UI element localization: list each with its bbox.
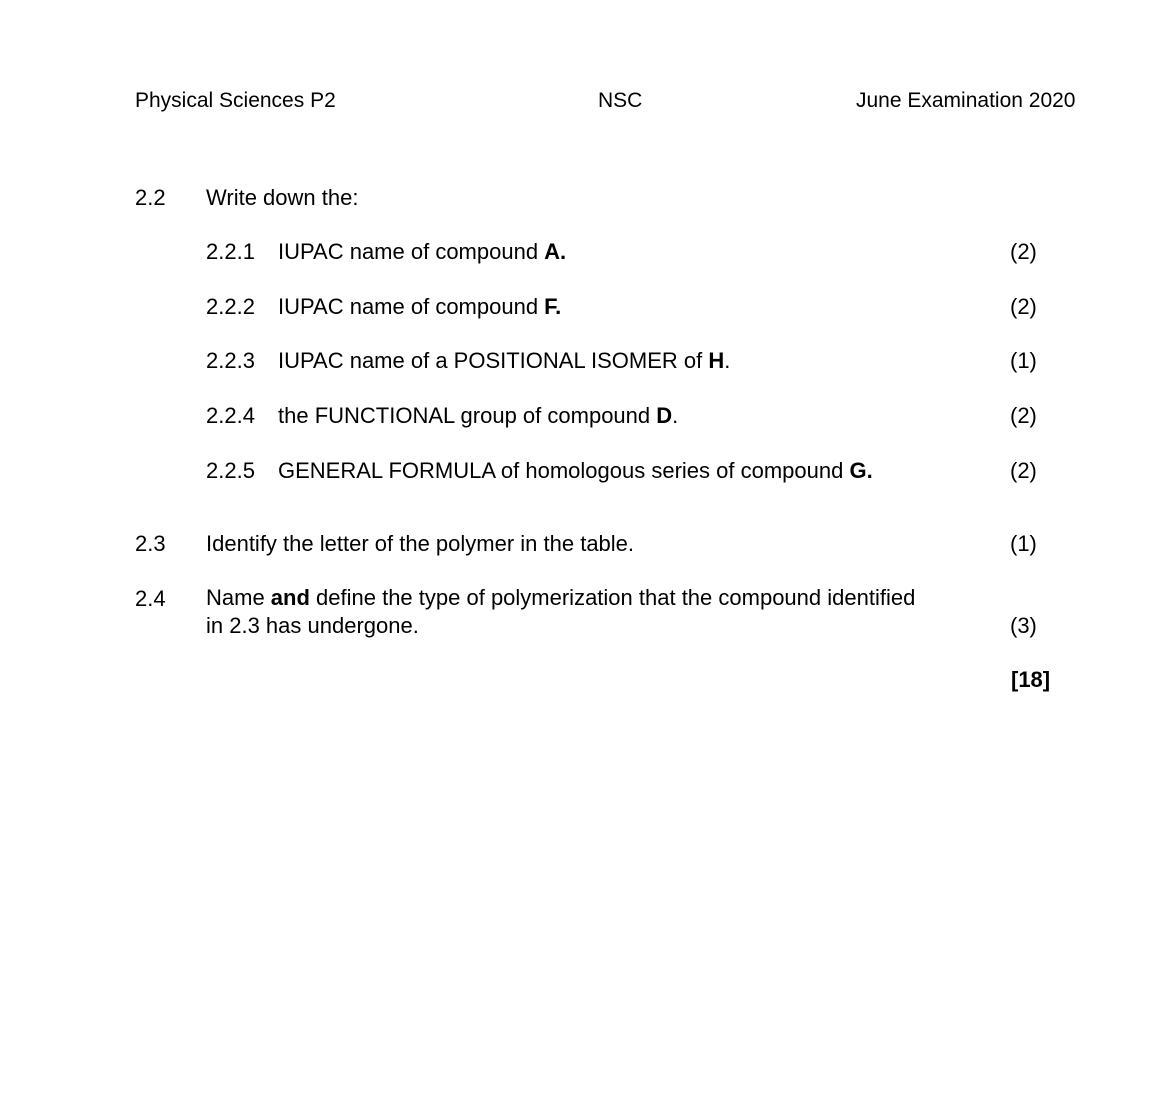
header-exam: June Examination 2020 — [856, 89, 1076, 112]
question-number-2-3: 2.3 — [135, 531, 166, 556]
subquestion-number-2-2-2: 2.2.2 — [206, 294, 255, 319]
marks-2-2-3: (1) — [1010, 348, 1037, 373]
question-2-2-intro: Write down the: — [206, 185, 359, 210]
subquestion-number-2-2-3: 2.2.3 — [206, 348, 255, 373]
subquestion-number-2-2-1: 2.2.1 — [206, 239, 255, 264]
header-subject: Physical Sciences P2 — [135, 89, 336, 112]
marks-2-2-1: (2) — [1010, 239, 1037, 264]
marks-2-2-5: (2) — [1010, 458, 1037, 483]
marks-2-4: (3) — [1010, 613, 1037, 638]
subquestion-text-2-2-4: the FUNCTIONAL group of compound D. — [278, 403, 679, 428]
question-2-4-line2: in 2.3 has undergone. — [206, 613, 419, 638]
question-number-2-2: 2.2 — [135, 185, 166, 210]
subquestion-text-2-2-1: IUPAC name of compound A. — [278, 239, 567, 264]
question-2-3-text: Identify the letter of the polymer in the table. — [206, 531, 635, 556]
marks-2-2-4: (2) — [1010, 403, 1037, 428]
question-number-2-4: 2.4 — [135, 586, 166, 611]
subquestion-text-2-2-3: IUPAC name of a POSITIONAL ISOMER of H. — [278, 348, 731, 373]
marks-2-2-2: (2) — [1010, 294, 1037, 319]
subquestion-number-2-2-4: 2.2.4 — [206, 403, 255, 428]
header-nsc: NSC — [598, 89, 643, 112]
subquestion-number-2-2-5: 2.2.5 — [206, 458, 255, 483]
subquestion-text-2-2-5: GENERAL FORMULA of homologous series of compound G. — [278, 458, 873, 483]
marks-2-3: (1) — [1010, 531, 1037, 556]
question-2-4-line1: Name and define the type of polymerization that the compound identified — [206, 585, 916, 610]
total-marks: [18] — [1011, 667, 1051, 692]
subquestion-text-2-2-2: IUPAC name of compound F. — [278, 294, 562, 319]
